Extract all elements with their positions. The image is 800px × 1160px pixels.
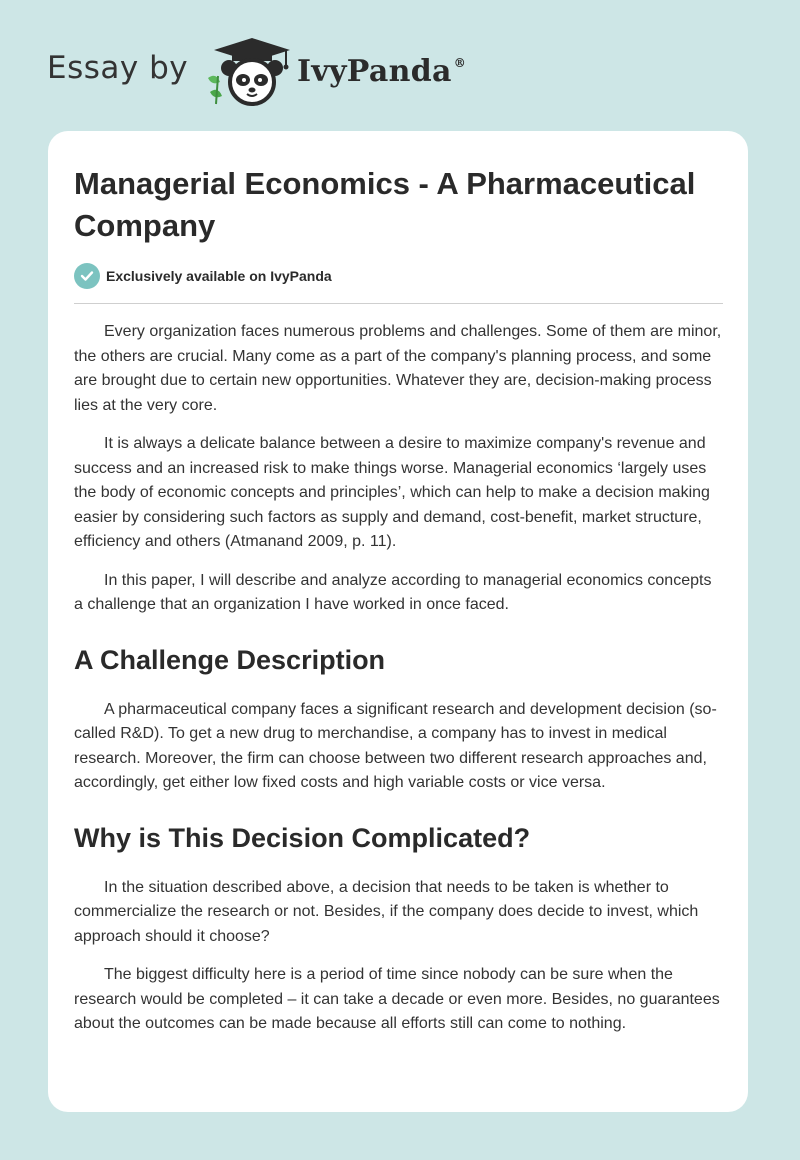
- divider: [74, 303, 723, 304]
- ivypanda-wordmark[interactable]: [297, 54, 466, 89]
- paragraph: In the situation described above, a decision that needs to be taken is whether to commercialize the research or not. Besides, if the company does decide to invest, which approach should it choose?: [74, 878, 699, 945]
- essay-body: [74, 320, 723, 1051]
- site-header: [47, 36, 547, 108]
- check-circle-icon: [74, 263, 100, 289]
- paragraph: In this paper, I will describe and analyze according to managerial economics concepts a challenge that an organization I have worked in once faced.: [74, 571, 712, 613]
- essay-title: Managerial Economics - A Pharmaceutical Company: [74, 166, 696, 243]
- section-heading-challenge: A Challenge Description: [74, 644, 386, 675]
- paragraph: Every organization faces numerous problems and challenges. Some of them are minor, the others are crucial. Many come as a part of the company's planning process, and some are brought due to certain new opportunities. Whatever they are, decision-making process lies at the very core.: [74, 323, 722, 414]
- essay-by-label: Essay by: [47, 50, 189, 86]
- paragraph: The biggest difficulty here is a period of time since nobody can be sure when the research would be completed – it can take a decade or even more. Besides, no guarantees about the outcomes can be made because all efforts still can come to nothing.: [74, 966, 720, 1032]
- exclusive-badge: [74, 262, 332, 290]
- section-heading-why-complicated: Why is This Decision Complicated?: [74, 822, 531, 853]
- paragraph: It is always a delicate balance between a desire to maximize company's revenue and success and an increased risk to make things worse. Managerial economics ‘largely uses the body of economic concepts and principles’, which can help to make a decision making easier by considering such factors as supply and demand, cost-benefit, market structure, efficiency and others (Atmanand 2009, p. 11).: [74, 435, 710, 550]
- wordmark-text: IvyPanda: [297, 54, 452, 89]
- paragraph: A pharmaceutical company faces a significant research and development decision (so-called R&D). To get a new drug to merchandise, a company has to invest in medical research. Moreover, the firm can choose between two different research approaches and, accordingly, get either low fixed costs and high variable costs or vice versa.: [74, 700, 717, 791]
- essay-card: [48, 131, 748, 1112]
- registered-mark: ®: [453, 56, 467, 70]
- exclusive-label: Exclusively available on IvyPanda: [106, 268, 332, 284]
- panda-logo-icon[interactable]: [202, 36, 294, 108]
